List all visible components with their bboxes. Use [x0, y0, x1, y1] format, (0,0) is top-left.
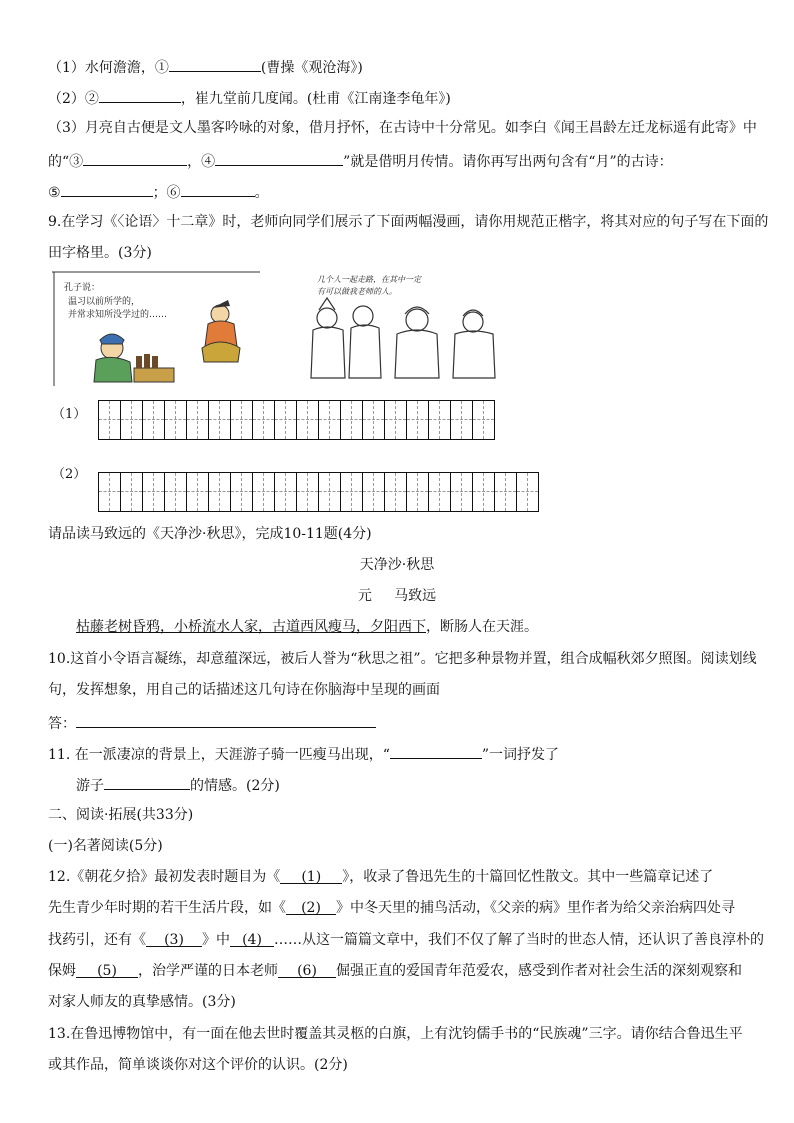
- confucius-figure: [202, 300, 240, 362]
- grid-cell[interactable]: [473, 473, 495, 511]
- answer-label: 答：: [48, 716, 76, 732]
- q8-line-5: [48, 180, 748, 203]
- q8-5-mid: ；⑥: [152, 185, 181, 201]
- poem-underlined-lines: 枯藤老树昏鸦，小桥流水人家，古道西风瘦马，夕阳西下: [76, 619, 426, 635]
- q8-4-prefix: 的“③: [48, 154, 84, 170]
- grid-1-label: （1）: [52, 407, 87, 422]
- answer-blank-3[interactable]: [83, 149, 187, 166]
- grid-cell[interactable]: [275, 401, 297, 439]
- answer-blank-6[interactable]: [181, 180, 255, 197]
- grid-cell[interactable]: [385, 473, 407, 511]
- q11-2-prefix: 游子: [76, 778, 104, 794]
- grid-cell[interactable]: [187, 473, 209, 511]
- q12-blank-5[interactable]: (5): [76, 961, 138, 978]
- q11-line-2: [76, 773, 776, 796]
- q8-line-2: [48, 86, 748, 109]
- q9-line-1: 9.在学习《〈论语〉十二章》时，老师向同学们展示了下面两幅漫画，请你用规范正楷字，将其对应的句子写在下面的: [48, 214, 769, 230]
- grid-cell[interactable]: [319, 401, 341, 439]
- q12-2-prefix: 先生青少年时期的若干生活片段，如《: [48, 900, 286, 916]
- poem-last-line: ，断肠人在天涯。: [426, 619, 538, 635]
- poem-title: 天净沙·秋思: [359, 557, 435, 573]
- grid-cell[interactable]: [363, 401, 385, 439]
- cartoon1-text-2: 并常求知所没学过的……: [68, 310, 168, 320]
- grid-cell[interactable]: [473, 401, 494, 439]
- q12-line-4: [48, 961, 748, 981]
- q13-line-2: 或其作品，简单谈谈你对这个评价的认识。(2分): [48, 1057, 348, 1073]
- section-2-subtitle: (一)名著阅读(5分): [48, 838, 163, 854]
- q12-4-rest: 倔强正直的爱国青年范爱农，感受到作者对社会生活的深刻观察和: [336, 963, 742, 979]
- answer-blank-5[interactable]: [61, 180, 153, 197]
- poem-body: [76, 617, 776, 637]
- q8-1-source: (曹操《观沧海》): [260, 60, 363, 76]
- q8-line-4: [48, 149, 748, 172]
- writing-grid-1[interactable]: [98, 400, 495, 440]
- q11-line-1: [48, 742, 748, 765]
- cartoon-confucius-review: [52, 270, 262, 388]
- q12-blank-4[interactable]: (4): [230, 930, 274, 947]
- q11-2-rest: 的情感。(2分): [190, 778, 280, 794]
- cartoon1-text-1: 温习以前所学的，: [68, 297, 141, 307]
- grid-cell[interactable]: [495, 473, 517, 511]
- writing-grid-2[interactable]: [98, 472, 539, 512]
- grid-cell[interactable]: [363, 473, 385, 511]
- q12-3-prefix: 找药引，还有《: [48, 932, 146, 948]
- q12-4-prefix: 保姆: [48, 963, 76, 979]
- grid-cell[interactable]: [209, 401, 231, 439]
- three-men-figures: [311, 298, 495, 378]
- grid-cell[interactable]: [451, 401, 473, 439]
- poem-intro: 请品读马致远的《天净沙·秋思》，完成10-11题(4分): [48, 526, 372, 542]
- grid-cell[interactable]: [385, 401, 407, 439]
- cartoon2-text-1: 几个人一起走路，在其中一定: [317, 275, 421, 284]
- q12-1-rest: 》，收录了鲁迅先生的十篇回忆性散文。其中一些篇章记述了: [342, 869, 714, 885]
- grid-cell[interactable]: [121, 401, 143, 439]
- q8-line-1: [48, 55, 748, 78]
- answer-blank-4[interactable]: [215, 149, 343, 166]
- q11-blank-2[interactable]: [104, 773, 190, 790]
- grid-cell[interactable]: [121, 473, 143, 511]
- grid-cell[interactable]: [341, 401, 363, 439]
- grid-cell[interactable]: [165, 401, 187, 439]
- grid-cell[interactable]: [143, 473, 165, 511]
- grid-cell[interactable]: [99, 401, 121, 439]
- grid-cell[interactable]: [253, 473, 275, 511]
- grid-cell[interactable]: [429, 473, 451, 511]
- grid-cell[interactable]: [429, 401, 451, 439]
- q12-blank-6[interactable]: (6): [278, 961, 336, 978]
- grid-cell[interactable]: [231, 401, 253, 439]
- q12-blank-1[interactable]: (1): [280, 867, 342, 884]
- q11-1-rest: ”一词抒发了: [481, 747, 560, 763]
- q8-2-rest: ，崔九堂前几度闻。(杜甫《江南逢李龟年》): [180, 91, 451, 107]
- q8-1-prefix: （1）水何澹澹，①: [48, 60, 169, 76]
- q12-2-rest: 》中冬天里的捕鸟活动，《父亲的病》里作者为给父亲治病四处寻: [336, 900, 735, 916]
- grid-cell[interactable]: [407, 473, 429, 511]
- grid-cell[interactable]: [407, 401, 429, 439]
- q12-4-mid: ，治学严谨的日本老师: [138, 963, 278, 979]
- grid-cell[interactable]: [341, 473, 363, 511]
- q12-blank-3[interactable]: (3): [146, 930, 202, 947]
- grid-cell[interactable]: [275, 473, 297, 511]
- student-figure: [94, 334, 174, 382]
- grid-cell[interactable]: [187, 401, 209, 439]
- q12-1-prefix: 12.《朝花夕拾》最初发表时题目为《: [48, 869, 281, 885]
- q8-4-rest: ”就是借明月传情。请你再写出两句含有“月”的古诗：: [343, 154, 673, 170]
- q12-line-5: 对家人师友的真挚感情。(3分): [48, 994, 236, 1010]
- grid-cell[interactable]: [451, 473, 473, 511]
- q8-line-3: （3）月亮自古便是文人墨客吟咏的对象，借月抒怀，在古诗中十分常见。如李白《闻王昌龄左迁龙标遥有此寄》中: [48, 120, 757, 136]
- q8-2-prefix: （2）②: [48, 91, 99, 107]
- q8-4-mid: ，④: [187, 154, 216, 170]
- grid-2-label: （2）: [52, 467, 87, 482]
- q10-answer-line: [48, 711, 748, 734]
- poem-author: 元 马致远: [357, 588, 437, 604]
- q13-line-1: 13.在鲁迅博物馆中，有一面在他去世时覆盖其灵柩的白旗，上有沈钧儒手书的“民族魂”三字。请你结合鲁迅生平: [48, 1026, 743, 1042]
- section-2-title: 二、阅读·拓展(共33分): [48, 807, 194, 823]
- q9-line-2: 田字格里。(3分): [48, 245, 152, 261]
- grid-cell[interactable]: [143, 401, 165, 439]
- answer-blank-2[interactable]: [99, 86, 181, 103]
- q12-blank-2[interactable]: (2): [286, 898, 336, 915]
- grid-cell[interactable]: [231, 473, 253, 511]
- q8-5-prefix: ⑤: [48, 185, 61, 201]
- q10-line-1: 10.这首小令语言凝练，却意蕴深远，被后人誉为“秋思之祖”。它把多种景物并置，组合成幅秋郊夕照图。阅读划线: [48, 651, 757, 667]
- grid-cell[interactable]: [517, 473, 538, 511]
- q10-line-2: 句，发挥想象，用自己的话描述这几句诗在你脑海中呈现的画面: [48, 682, 440, 698]
- cartoon1-caption: 孔子说：: [64, 283, 101, 293]
- grid-cell[interactable]: [297, 473, 319, 511]
- answer-blank-1[interactable]: [169, 55, 261, 72]
- cartoon-three-walking: [297, 270, 513, 388]
- q10-answer-blank[interactable]: [76, 711, 376, 728]
- q11-blank-1[interactable]: [390, 742, 482, 759]
- grid-cell[interactable]: [297, 401, 319, 439]
- grid-cell[interactable]: [99, 473, 121, 511]
- q12-line-2: [48, 898, 748, 918]
- q11-1-prefix: 11. 在一派凄凉的背景上，天涯游子骑一匹瘦马出现，“: [48, 747, 390, 763]
- cartoon2-text-2: 有可以做我老师的人。: [317, 287, 397, 296]
- grid-cell[interactable]: [209, 473, 231, 511]
- q12-3-mid: 》中: [202, 932, 230, 948]
- q8-5-end: 。: [254, 185, 269, 201]
- q12-3-rest: ……从这一篇篇文章中，我们不仅了解了当时的世态人情，还认识了善良淳朴的: [274, 932, 764, 948]
- grid-cell[interactable]: [253, 401, 275, 439]
- q12-line-1: [48, 867, 748, 887]
- grid-cell[interactable]: [165, 473, 187, 511]
- grid-cell[interactable]: [319, 473, 341, 511]
- q12-line-3: [48, 930, 764, 950]
